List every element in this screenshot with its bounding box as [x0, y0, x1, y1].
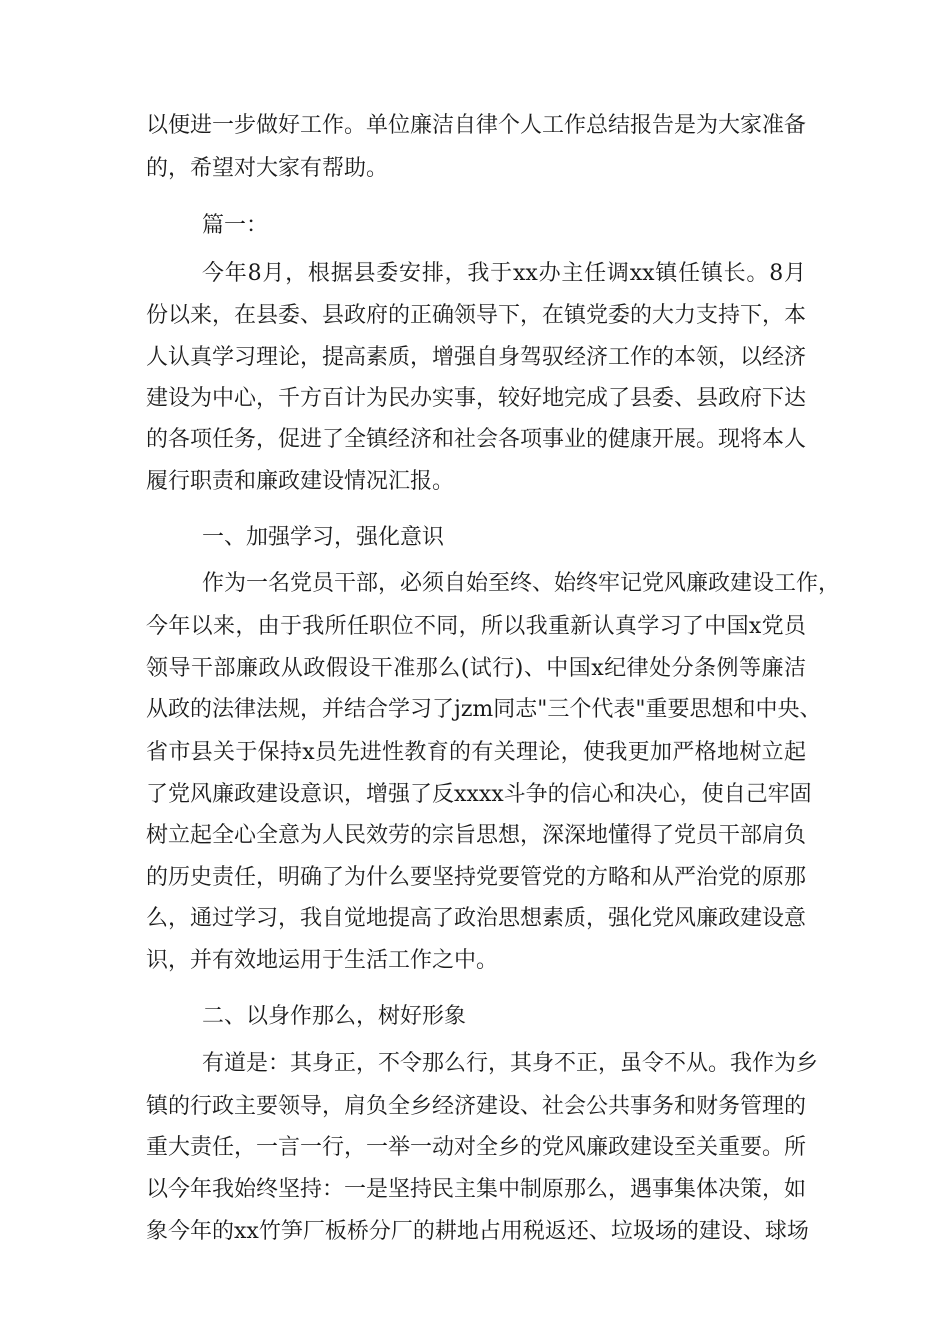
intro-line: 的，希望对大家有帮助。 [146, 156, 389, 181]
paragraph-line: 识，并有效地运用于生活工作之中。 [146, 948, 499, 973]
paragraph-line: 象今年的xx竹笋厂板桥分厂的耕地占用税返还、垃圾场的建设、球场 [146, 1219, 809, 1244]
paragraph-line: 么，通过学习，我自觉地提高了政治思想素质，强化党风廉政建设意 [146, 906, 807, 931]
section-label: 篇一： [202, 213, 269, 238]
paragraph-line: 份以来，在县委、县政府的正确领导下，在镇党委的大力支持下，本 [146, 303, 807, 328]
paragraph-line: 今年8月，根据县委安排，我于xx办主任调xx镇任镇长。8月 [202, 261, 806, 286]
paragraph-line: 省市县关于保持x员先进性教育的有关理论，使我更加严格地树立起 [146, 740, 806, 765]
paragraph-line: 履行职责和廉政建设情况汇报。 [146, 469, 455, 494]
paragraph-line: 作为一名党员干部，必须自始至终、始终牢记党风廉政建设工作， [202, 571, 841, 596]
paragraph-line: 了党风廉政建设意识，增强了反xxxx斗争的信心和决心，使自己牢固 [146, 782, 812, 807]
paragraph-line: 今年以来，由于我所任职位不同，所以我重新认真学习了中国x党员 [146, 614, 806, 639]
paragraph-line: 有道是：其身正，不令那么行，其身不正，虽令不从。我作为乡 [202, 1051, 819, 1076]
paragraph-line: 人认真学习理论，提高素质，增强自身驾驭经济工作的本领，以经济 [146, 345, 807, 370]
paragraph-line: 树立起全心全意为人民效劳的宗旨思想，深深地懂得了党员干部肩负 [146, 823, 807, 848]
paragraph-line: 的各项任务，促进了全镇经济和社会各项事业的健康开展。现将本人 [146, 427, 807, 452]
paragraph-line: 重大责任，一言一行，一举一动对全乡的党风廉政建设至关重要。所 [146, 1135, 807, 1160]
section-heading: 一、加强学习，强化意识 [202, 525, 445, 550]
section-heading: 二、以身作那么，树好形象 [202, 1004, 467, 1029]
paragraph-line: 的历史责任，明确了为什么要坚持党要管党的方略和从严治党的原那 [146, 865, 807, 890]
intro-line: 以便进一步做好工作。单位廉洁自律个人工作总结报告是为大家准备 [146, 113, 807, 138]
paragraph-line: 领导干部廉政从政假设干准那么(试行)、中国x纪律处分条例等廉洁 [146, 656, 806, 681]
paragraph-line: 以今年我始终坚持：一是坚持民主集中制原那么，遇事集体决策，如 [146, 1177, 807, 1202]
paragraph-line: 镇的行政主要领导，肩负全乡经济建设、社会公共事务和财务管理的 [146, 1094, 807, 1119]
paragraph-line: 从政的法律法规，并结合学习了jzm同志"三个代表"重要思想和中央、 [146, 697, 822, 722]
paragraph-line: 建设为中心，千方百计为民办实事，较好地完成了县委、县政府下达 [146, 386, 807, 411]
